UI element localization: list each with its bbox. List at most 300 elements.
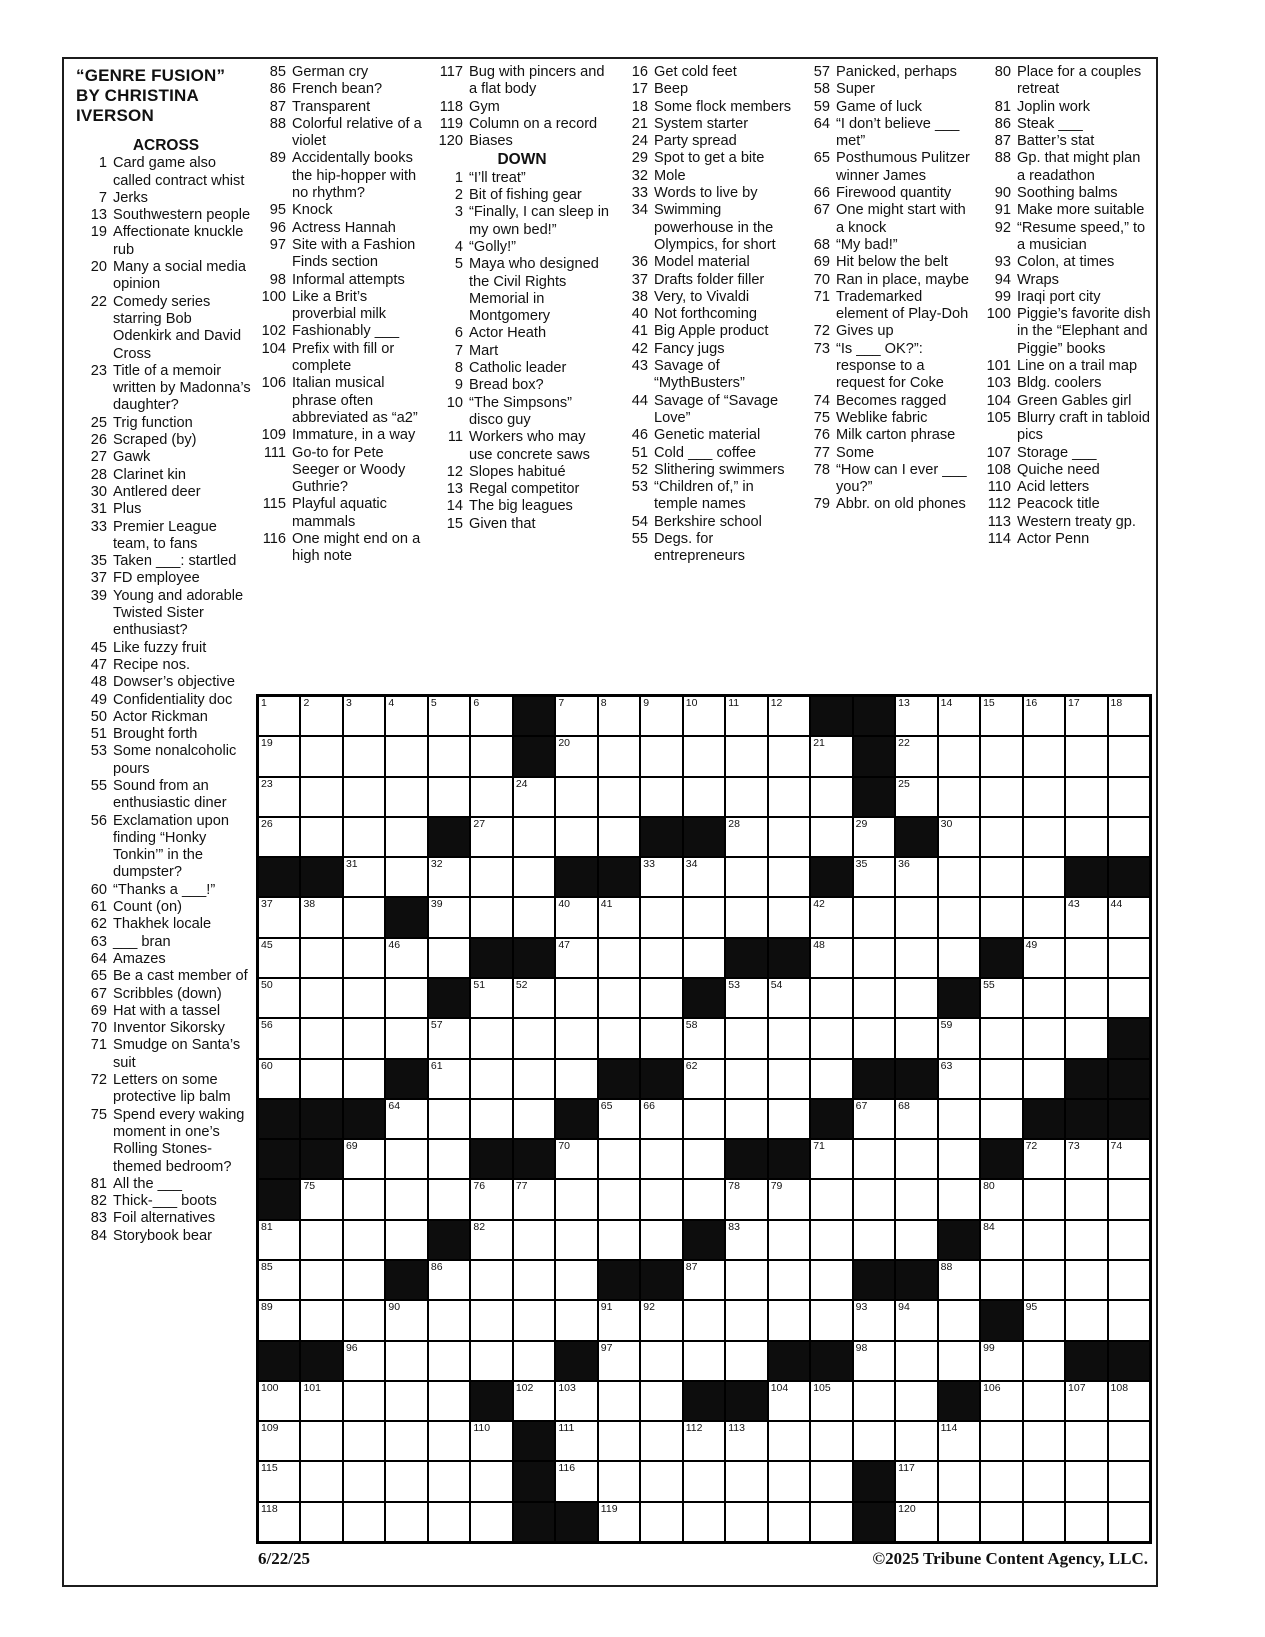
grid-black-cell-r5c1 [258, 857, 300, 897]
grid-cell-r3c17 [938, 777, 980, 817]
cell-number: 96 [345, 1341, 358, 1354]
grid-cell-r5c10 [640, 857, 682, 897]
clue-text: Go-to for Pete Seeger or Woody Guthrie? [292, 444, 406, 496]
clue-text: Firewood quantity [836, 185, 952, 202]
clue-number: 37 [90, 570, 107, 587]
grid-black-cell-r12c6 [470, 1139, 512, 1179]
clue-number: 88 [269, 115, 286, 132]
grid-black-cell-r1c7 [513, 696, 555, 736]
clue-down-40 [617, 306, 793, 323]
grid-black-cell-r15c15 [853, 1260, 895, 1300]
grid-cell-r9c7 [513, 1018, 555, 1058]
clue-text: Very, to Vivaldi [654, 288, 750, 305]
clue-text: Swimming powerhouse in the Olympics, for short [654, 202, 776, 253]
grid-cell-r4c13 [768, 817, 810, 857]
clue-text: Iraqi port city [1017, 288, 1101, 305]
clue-text: “My bad!” [836, 236, 898, 253]
grid-cell-r15c1 [258, 1260, 300, 1300]
clue-down-73 [799, 341, 971, 393]
clue-text: Ran in place, maybe [836, 271, 970, 288]
grid-black-cell-r4c10 [640, 817, 682, 857]
clue-number: 76 [813, 427, 830, 444]
clue-text: Spend every waking moment in one’s Rolling Stones-themed bedroom? [113, 1106, 245, 1175]
cell-number: 7 [558, 697, 565, 709]
grid-cell-r13c4 [385, 1179, 427, 1219]
grid-cell-r13c3 [343, 1179, 385, 1219]
clue-text: Like fuzzy fruit [113, 639, 207, 656]
clue-text: Actor Rickman [113, 708, 208, 725]
grid-cell-r8c2 [300, 978, 342, 1018]
cell-number: 73 [1068, 1140, 1080, 1153]
clue-text: “Is ___ OK?”: response to a request for Coke [836, 340, 944, 392]
grid-cell-r3c21 [1108, 777, 1150, 817]
cell-number: 25 [898, 777, 910, 790]
grid-cell-r18c14 [810, 1381, 852, 1421]
clue-text: Site with a Fashion Finds section [292, 236, 416, 271]
grid-cell-r3c4 [385, 777, 427, 817]
grid-black-cell-r2c7 [513, 736, 555, 776]
clue-text: Storage ___ [1017, 444, 1097, 461]
clue-number: 36 [631, 254, 648, 271]
grid-cell-r9c14 [810, 1018, 852, 1058]
clue-number: 37 [631, 271, 648, 288]
grid-cell-r5c5 [428, 857, 470, 897]
clue-down-94 [980, 272, 1152, 289]
grid-cell-r11c11 [683, 1099, 725, 1139]
grid-cell-r4c3 [343, 817, 385, 857]
clue-down-72 [799, 323, 971, 340]
grid-cell-r12c9 [598, 1139, 640, 1179]
clue-text: Scraped (by) [113, 432, 197, 449]
clue-text: Beep [654, 81, 689, 98]
clue-number: 99 [994, 288, 1011, 305]
clue-number: 69 [813, 254, 830, 271]
clue-across-51 [76, 726, 252, 743]
cell-number: 63 [940, 1059, 953, 1072]
grid-cell-r15c12 [725, 1260, 767, 1300]
grid-cell-r17c16 [895, 1341, 937, 1381]
cell-number: 44 [1110, 898, 1123, 911]
clue-number: 103 [986, 375, 1011, 392]
clue-number: 90 [994, 185, 1011, 202]
clue-across-70 [76, 1020, 252, 1037]
grid-cell-r4c9 [598, 817, 640, 857]
grid-cell-r12c11 [683, 1139, 725, 1179]
clue-number: 112 [987, 496, 1011, 513]
clue-text: Exclamation upon finding “Honky Tonkin’” in the dumpster? [113, 812, 230, 881]
grid-cell-r16c16 [895, 1300, 937, 1340]
cell-number: 4 [388, 697, 395, 709]
clue-text: Degs. for entrepreneurs [654, 531, 745, 565]
grid-cell-r18c13 [768, 1381, 810, 1421]
clue-across-119 [432, 116, 610, 133]
clue-text: Western treaty gp. [1017, 513, 1136, 530]
cell-number: 6 [473, 697, 480, 709]
clue-across-60 [76, 882, 252, 899]
clue-number: 70 [813, 271, 830, 288]
clue-down-64 [799, 116, 971, 151]
cell-number: 95 [1025, 1301, 1038, 1314]
grid-cell-r4c19 [1023, 817, 1065, 857]
clue-number: 60 [90, 881, 107, 898]
clue-across-55 [76, 778, 252, 813]
clue-text: Gawk [113, 449, 151, 466]
grid-cell-r13c2 [300, 1179, 342, 1219]
grid-cell-r7c20 [1065, 938, 1107, 978]
clue-down-16 [617, 64, 793, 81]
clue-across-116 [255, 531, 427, 566]
clue-down-3 [432, 204, 610, 239]
grid-cell-r13c8 [555, 1179, 597, 1219]
grid-cell-r4c17 [938, 817, 980, 857]
cell-number: 93 [855, 1301, 868, 1314]
clue-number: 102 [261, 323, 286, 340]
clue-number: 8 [454, 360, 463, 377]
clue-text: Card game also called contract whist [113, 155, 245, 189]
grid-cell-r2c17 [938, 736, 980, 776]
grid-cell-r10c12 [725, 1059, 767, 1099]
clue-number: 13 [90, 207, 107, 224]
clue-text: German cry [292, 64, 369, 80]
clue-number: 77 [813, 444, 830, 461]
grid-cell-r5c18 [980, 857, 1022, 897]
grid-cell-r19c3 [343, 1421, 385, 1461]
grid-black-cell-r1c15 [853, 696, 895, 736]
grid-cell-r15c18 [980, 1260, 1022, 1300]
grid-cell-r3c20 [1065, 777, 1107, 817]
clue-across-117 [432, 64, 610, 99]
grid-black-cell-r7c7 [513, 938, 555, 978]
grid-cell-r16c7 [513, 1300, 555, 1340]
grid-black-cell-r18c17 [938, 1381, 980, 1421]
clue-number: 40 [631, 306, 648, 323]
grid-black-cell-r11c21 [1108, 1099, 1150, 1139]
grid-cell-r1c5 [428, 696, 470, 736]
clue-number: 34 [631, 202, 648, 219]
grid-cell-r9c10 [640, 1018, 682, 1058]
grid-cell-r9c11 [683, 1018, 725, 1058]
clue-text: Cold ___ coffee [654, 444, 756, 461]
cell-number: 66 [643, 1099, 655, 1112]
clue-down-65 [799, 150, 971, 185]
grid-cell-r6c15 [853, 897, 895, 937]
clue-number: 47 [90, 656, 107, 673]
cell-number: 79 [770, 1180, 783, 1193]
grid-cell-r2c20 [1065, 736, 1107, 776]
clue-down-46 [617, 427, 793, 444]
cell-number: 42 [813, 898, 825, 911]
grid-cell-r4c1 [258, 817, 300, 857]
grid-cell-r12c19 [1023, 1139, 1065, 1179]
grid-cell-r12c15 [853, 1139, 895, 1179]
cell-number: 37 [261, 898, 273, 911]
grid-cell-r20c12 [725, 1461, 767, 1501]
grid-cell-r4c4 [385, 817, 427, 857]
clue-number: 116 [262, 531, 286, 548]
grid-cell-r10c14 [810, 1059, 852, 1099]
cell-number: 84 [983, 1220, 995, 1233]
grid-cell-r2c13 [768, 736, 810, 776]
clue-down-100 [980, 306, 1152, 358]
clue-number: 108 [986, 461, 1011, 478]
grid-cell-r3c6 [470, 777, 512, 817]
grid-black-cell-r7c18 [980, 938, 1022, 978]
grid-cell-r1c13 [768, 696, 810, 736]
grid-cell-r15c7 [513, 1260, 555, 1300]
clue-across-25 [76, 415, 252, 432]
clue-number: 53 [90, 743, 107, 760]
clue-down-93 [980, 254, 1152, 271]
clue-number: 13 [446, 481, 463, 498]
clue-number: 91 [994, 202, 1011, 219]
clue-across-83 [76, 1210, 252, 1227]
grid-black-cell-r10c15 [853, 1059, 895, 1099]
clue-text: System starter [654, 115, 749, 132]
clue-number: 69 [90, 1002, 107, 1019]
cell-number: 102 [515, 1381, 534, 1394]
grid-cell-r21c17 [938, 1502, 980, 1542]
grid-cell-r1c9 [598, 696, 640, 736]
cell-number: 85 [261, 1260, 273, 1273]
clue-number: 73 [813, 340, 830, 357]
clue-text: Hit below the belt [836, 254, 948, 271]
grid-black-cell-r15c16 [895, 1260, 937, 1300]
cell-number: 30 [940, 817, 953, 830]
grid-cell-r12c14 [810, 1139, 852, 1179]
grid-cell-r8c1 [258, 978, 300, 1018]
grid-cell-r19c12 [725, 1421, 767, 1461]
clue-number: 57 [813, 64, 830, 80]
grid-cell-r11c13 [768, 1099, 810, 1139]
clue-text: Abbr. on old phones [836, 496, 966, 513]
grid-cell-r11c5 [428, 1099, 470, 1139]
grid-cell-r21c20 [1065, 1502, 1107, 1542]
cell-number: 1 [261, 697, 267, 709]
grid-black-cell-r6c4 [385, 897, 427, 937]
grid-cell-r9c16 [895, 1018, 937, 1058]
clue-number: 24 [631, 133, 648, 150]
grid-black-cell-r18c6 [470, 1381, 512, 1421]
cell-number: 8 [600, 697, 607, 709]
grid-cell-r4c20 [1065, 817, 1107, 857]
grid-black-cell-r18c11 [683, 1381, 725, 1421]
cell-number: 38 [303, 898, 316, 911]
cell-number: 32 [430, 858, 443, 871]
grid-cell-r19c21 [1108, 1421, 1150, 1461]
grid-cell-r7c1 [258, 938, 300, 978]
grid-cell-r1c20 [1065, 696, 1107, 736]
grid-cell-r8c7 [513, 978, 555, 1018]
cell-number: 21 [813, 737, 825, 750]
clue-text: Title of a memoir written by Madonna’s daughter? [113, 362, 251, 414]
clue-number: 92 [994, 219, 1011, 236]
grid-cell-r18c10 [640, 1381, 682, 1421]
clue-text: Thick-___ boots [113, 1193, 217, 1210]
clue-text: Bldg. coolers [1017, 375, 1102, 392]
grid-cell-r10c5 [428, 1059, 470, 1099]
grid-cell-r19c14 [810, 1421, 852, 1461]
clue-text: Bug with pincers and a flat body [469, 64, 605, 98]
grid-cell-r1c3 [343, 696, 385, 736]
clue-down-8 [432, 360, 610, 377]
clue-text: Hat with a tassel [113, 1002, 221, 1019]
clue-text: Get cold feet [654, 64, 737, 80]
cell-number: 48 [813, 938, 825, 951]
cell-number: 100 [261, 1381, 279, 1394]
clue-number: 63 [90, 933, 107, 950]
grid-cell-r1c16 [895, 696, 937, 736]
grid-cell-r7c11 [683, 938, 725, 978]
clue-text: Acid letters [1017, 479, 1090, 496]
grid-cell-r20c3 [343, 1461, 385, 1501]
grid-cell-r5c17 [938, 857, 980, 897]
clue-down-91 [980, 202, 1152, 219]
clue-text: Place for a couples retreat [1017, 64, 1142, 98]
clue-number: 55 [631, 531, 648, 548]
clue-down-70 [799, 272, 971, 289]
clue-down-74 [799, 393, 971, 410]
grid-cell-r21c1 [258, 1502, 300, 1542]
grid-cell-r4c14 [810, 817, 852, 857]
grid-black-cell-r7c12 [725, 938, 767, 978]
grid-cell-r16c12 [725, 1300, 767, 1340]
clue-down-24 [617, 133, 793, 150]
clue-down-107 [980, 445, 1152, 462]
clue-text: Genetic material [654, 427, 761, 444]
grid-cell-r21c16 [895, 1502, 937, 1542]
clue-across-111 [255, 445, 427, 497]
grid-cell-r9c18 [980, 1018, 1022, 1058]
clue-number: 104 [986, 392, 1011, 409]
grid-cell-r6c5 [428, 897, 470, 937]
clue-down-92 [980, 220, 1152, 255]
grid-cell-r10c2 [300, 1059, 342, 1099]
clue-down-6 [432, 325, 610, 342]
clue-number: 42 [631, 340, 648, 357]
clue-down-114 [980, 531, 1152, 548]
clue-across-82 [76, 1193, 252, 1210]
grid-cell-r1c17 [938, 696, 980, 736]
clue-down-9 [432, 377, 610, 394]
clue-text: The big leagues [469, 498, 573, 515]
clue-text: Fashionably ___ [292, 323, 400, 340]
clue-number: 44 [631, 392, 648, 409]
grid-cell-r20c9 [598, 1461, 640, 1501]
grid-cell-r15c2 [300, 1260, 342, 1300]
grid-cell-r10c6 [470, 1059, 512, 1099]
grid-cell-r7c21 [1108, 938, 1150, 978]
grid-cell-r4c8 [555, 817, 597, 857]
clue-number: 5 [454, 256, 463, 273]
clue-number: 79 [813, 496, 830, 513]
grid-cell-r6c3 [343, 897, 385, 937]
cell-number: 23 [261, 777, 273, 790]
grid-cell-r15c11 [683, 1260, 725, 1300]
grid-cell-r17c6 [470, 1341, 512, 1381]
clue-number: 80 [994, 64, 1011, 80]
grid-cell-r14c7 [513, 1220, 555, 1260]
grid-cell-r13c9 [598, 1179, 640, 1219]
cell-number: 50 [261, 978, 273, 991]
grid-cell-r9c13 [768, 1018, 810, 1058]
clue-text: Joplin work [1017, 98, 1090, 115]
clue-number: 86 [269, 81, 286, 98]
cell-number: 12 [770, 697, 783, 709]
clue-text: Savage of “Savage Love” [654, 392, 779, 426]
clue-number: 118 [439, 98, 463, 115]
grid-cell-r21c19 [1023, 1502, 1065, 1542]
clue-number: 106 [261, 375, 286, 392]
grid-black-cell-r7c13 [768, 938, 810, 978]
clue-number: 18 [631, 98, 648, 115]
grid-cell-r10c19 [1023, 1059, 1065, 1099]
clue-number: 110 [987, 479, 1011, 496]
grid-cell-r21c4 [385, 1502, 427, 1542]
clue-number: 93 [994, 254, 1011, 271]
grid-black-cell-r10c21 [1108, 1059, 1150, 1099]
clue-number: 87 [994, 133, 1011, 150]
grid-cell-r14c14 [810, 1220, 852, 1260]
cell-number: 29 [855, 817, 868, 830]
cell-number: 19 [261, 737, 273, 750]
grid-cell-r21c6 [470, 1502, 512, 1542]
grid-cell-r15c20 [1065, 1260, 1107, 1300]
clue-number: 56 [90, 812, 107, 829]
grid-cell-r11c15 [853, 1099, 895, 1139]
grid-cell-r9c15 [853, 1018, 895, 1058]
clue-text: Quiche need [1017, 461, 1100, 478]
clue-text: Comedy series starring Bob Odenkirk and David Cross [113, 293, 242, 362]
clue-number: 9 [454, 377, 463, 394]
grid-cell-r17c17 [938, 1341, 980, 1381]
clue-across-86 [255, 81, 427, 98]
grid-cell-r9c5 [428, 1018, 470, 1058]
cell-number: 13 [898, 697, 910, 709]
clue-down-14 [432, 498, 610, 515]
grid-cell-r13c6 [470, 1179, 512, 1219]
grid-cell-r16c13 [768, 1300, 810, 1340]
grid-black-cell-r5c2 [300, 857, 342, 897]
grid-black-cell-r4c5 [428, 817, 470, 857]
grid-cell-r11c17 [938, 1099, 980, 1139]
clue-number: 43 [631, 358, 648, 375]
grid-cell-r16c4 [385, 1300, 427, 1340]
grid-cell-r13c14 [810, 1179, 852, 1219]
clue-text: Jerks [113, 189, 148, 206]
cell-number: 41 [600, 898, 613, 911]
clue-number: 6 [454, 325, 463, 342]
grid-cell-r16c19 [1023, 1300, 1065, 1340]
grid-cell-r7c19 [1023, 938, 1065, 978]
clue-number: 75 [90, 1106, 107, 1123]
grid-cell-r15c14 [810, 1260, 852, 1300]
grid-cell-r8c6 [470, 978, 512, 1018]
grid-cell-r7c5 [428, 938, 470, 978]
grid-cell-r14c21 [1108, 1220, 1150, 1260]
clue-number: 4 [454, 238, 463, 255]
clue-number: 89 [269, 150, 286, 167]
grid-cell-r17c5 [428, 1341, 470, 1381]
clue-text: Gives up [836, 323, 894, 340]
cell-number: 22 [898, 737, 910, 750]
clue-down-81 [980, 99, 1152, 116]
grid-cell-r3c19 [1023, 777, 1065, 817]
clue-text: “Children of,” in temple names [654, 479, 754, 513]
clue-text: One might start with a knock [836, 202, 966, 236]
clue-text: Berkshire school [654, 513, 762, 530]
grid-black-cell-r8c5 [428, 978, 470, 1018]
grid-cell-r18c9 [598, 1381, 640, 1421]
